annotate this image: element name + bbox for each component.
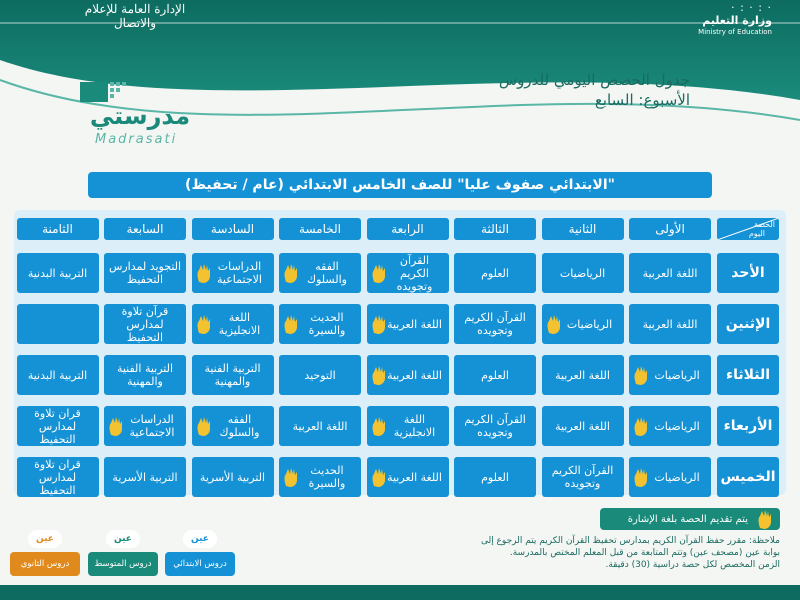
corner-day-label: اليوم — [748, 229, 765, 238]
subject-label: الحديث والسيرة — [308, 464, 346, 490]
subject-label: اللغة العربية — [387, 317, 442, 331]
note-line: ملاحظة: مقرر حفظ القرآن الكريم بمدارس تحفيظ القرآن الكريم يتم الرجوع إلى — [480, 536, 780, 546]
badge-label: دروس المتوسط — [88, 552, 158, 576]
sign-language-legend — [600, 508, 780, 530]
schedule-title-line1: جدول الحصص اليومي للدروس — [498, 71, 690, 89]
subject-label: الرياضيات — [654, 470, 700, 484]
subject-cell — [279, 457, 361, 497]
subject-cell — [542, 355, 624, 395]
subject-label: اللغة الانجليزية — [218, 311, 261, 337]
subject-label: الرياضيات — [654, 368, 700, 382]
subject-label: اللغة العربية — [555, 419, 610, 433]
admin-calligraphy: الإدارة العامة للإعلام والاتصال — [84, 2, 186, 30]
note-line: الزمن المخصص لكل حصة دراسية (30) دقيقة. — [605, 560, 780, 570]
ministry-name-en: Ministry of Education — [698, 28, 772, 36]
subject-cell — [629, 406, 711, 446]
ministry-logo — [652, 2, 772, 50]
badge-intermediate[interactable] — [88, 530, 158, 576]
subject-cell — [629, 253, 711, 293]
subject-label: الحديث والسيرة — [308, 311, 346, 337]
ministry-name-ar: وزارة التعليم — [702, 14, 772, 27]
badge-secondary[interactable] — [10, 530, 80, 576]
grade-banner: "الابتدائي صفوف عليا" للصف الخامس الابتدائي (عام / تحفيظ) — [88, 172, 712, 198]
subject-label: القرآن الكريم وتجويده — [396, 253, 433, 293]
subject-cell — [104, 253, 186, 293]
badge-label: دروس الثانوي — [10, 552, 80, 576]
subject-label: اللغة العربية — [555, 368, 610, 382]
subject-label: التربية البدنية — [27, 266, 88, 280]
badge-label: دروس الابتدائي — [165, 552, 235, 576]
subject-label: القرآن الكريم وتجويده — [464, 413, 526, 439]
sign-language-hand-icon — [756, 508, 774, 530]
subject-label: اللغة العربية — [292, 419, 348, 433]
table-corner-cell — [717, 218, 779, 240]
sign-language-hand-icon — [632, 415, 650, 437]
period-header: الخامسة — [279, 218, 361, 240]
corner-period-label: الحصة — [753, 220, 775, 229]
subject-label: اللغة العربية — [387, 470, 442, 484]
subject-label: القرآن الكريم وتجويده — [551, 464, 614, 490]
ain-bubble: عين — [28, 530, 62, 548]
subject-cell — [192, 457, 274, 497]
subject-cell — [17, 253, 99, 293]
subject-cell — [104, 304, 186, 344]
sign-language-hand-icon — [195, 262, 213, 284]
sign-language-hand-icon — [195, 313, 213, 335]
subject-label: العلوم — [481, 368, 509, 382]
footer-bar — [0, 585, 800, 600]
subject-label: التربية الأسرية — [199, 470, 266, 484]
subject-label: الرياضيات — [566, 317, 613, 331]
subject-cell — [367, 304, 449, 344]
subject-cell — [454, 457, 536, 497]
subject-cell — [367, 355, 449, 395]
subject-label: التربية الفنية والمهنية — [204, 362, 261, 388]
sign-language-hand-icon — [195, 415, 213, 437]
sign-language-hand-icon — [282, 466, 300, 488]
subject-cell — [454, 406, 536, 446]
subject-cell — [192, 253, 274, 293]
subject-cell — [17, 457, 99, 497]
sign-language-hand-icon — [370, 415, 388, 437]
legend-label: يتم تقديم الحصة بلغة الإشارة — [627, 513, 748, 525]
subject-label: التربية البدنية — [27, 368, 88, 382]
subject-cell — [17, 304, 99, 344]
sign-language-hand-icon — [632, 466, 650, 488]
subject-cell — [629, 457, 711, 497]
subject-label: اللغة الانجليزية — [393, 413, 436, 439]
subject-label: الفقه والسلوك — [307, 260, 347, 286]
subject-cell — [192, 355, 274, 395]
period-header: السابعة — [104, 218, 186, 240]
subject-cell — [454, 253, 536, 293]
subject-cell — [367, 457, 449, 497]
schedule-week: الأسبوع: السابع — [594, 91, 690, 109]
subject-cell — [17, 406, 99, 446]
subject-cell — [542, 406, 624, 446]
subject-cell — [454, 355, 536, 395]
subject-cell — [104, 406, 186, 446]
period-header: الأولى — [629, 218, 711, 240]
period-header: الثالثة — [454, 218, 536, 240]
madrasati-logo — [60, 80, 220, 150]
subject-label: التربية الفنية والمهنية — [116, 362, 174, 388]
subject-cell — [542, 253, 624, 293]
schedule-title — [420, 70, 690, 110]
subject-cell — [542, 457, 624, 497]
subject-cell — [279, 406, 361, 446]
badge-primary[interactable] — [165, 530, 235, 576]
subject-label: الرياضيات — [654, 419, 700, 433]
madrasati-logo-en: Madrasati — [95, 132, 178, 147]
note-line: بوابة عين (مصحف عين) وتتم المتابعة من قبل المعلم المختص بالمدرسة. — [509, 548, 780, 558]
subject-cell — [542, 304, 624, 344]
sign-language-hand-icon — [370, 466, 388, 488]
ministry-dots-icon: · : · : · — [731, 1, 772, 14]
subject-cell — [279, 355, 361, 395]
subject-label: التربية الأسرية — [112, 470, 178, 484]
subject-label: قران تلاوة لمدارس التحفيظ — [34, 457, 81, 497]
subject-cell — [279, 253, 361, 293]
day-label: الخميس — [717, 457, 779, 497]
subject-cell — [629, 355, 711, 395]
ain-bubble: عين — [106, 530, 140, 548]
subject-cell — [104, 355, 186, 395]
sign-language-hand-icon — [370, 364, 388, 386]
subject-label: الرياضيات — [559, 266, 606, 280]
sign-language-hand-icon — [632, 364, 650, 386]
day-label: الثلاثاء — [717, 355, 779, 395]
period-header: الرابعة — [367, 218, 449, 240]
sign-language-hand-icon — [370, 313, 388, 335]
subject-cell — [192, 406, 274, 446]
subject-label: التجويد لمدارس التحفيظ — [108, 260, 182, 286]
day-label: الإثنين — [717, 304, 779, 344]
sign-language-hand-icon — [107, 415, 125, 437]
sign-language-hand-icon — [282, 262, 300, 284]
madrasati-logo-ar: مدرستي — [89, 102, 191, 130]
subject-label: اللغة العربية — [387, 368, 442, 382]
subject-label: اللغة العربية — [642, 266, 698, 280]
period-header: السادسة — [192, 218, 274, 240]
period-header: الثانية — [542, 218, 624, 240]
subject-cell — [17, 355, 99, 395]
subject-cell — [104, 457, 186, 497]
sign-language-hand-icon — [282, 313, 300, 335]
subject-label: القرآن الكريم وتجويده — [464, 311, 526, 337]
subject-cell — [629, 304, 711, 344]
subject-cell — [192, 304, 274, 344]
subject-label: الدراسات الاجتماعية — [129, 413, 175, 439]
subject-label: العلوم — [481, 266, 509, 280]
subject-label: الفقه والسلوك — [219, 413, 260, 439]
subject-label: قرآن تلاوة لمدارس التحفيظ — [121, 304, 169, 344]
subject-cell — [367, 406, 449, 446]
sign-language-hand-icon — [370, 262, 388, 284]
ain-bubble: عين — [183, 530, 217, 548]
subject-label: الدراسات الاجتماعية — [217, 260, 262, 286]
day-label: الأربعاء — [717, 406, 779, 446]
subject-label: العلوم — [481, 470, 509, 484]
subject-label: التوحيد — [304, 368, 336, 382]
subject-label: اللغة العربية — [642, 317, 698, 331]
period-header: الثامنة — [17, 218, 99, 240]
subject-label: قران تلاوة لمدارس التحفيظ — [34, 406, 81, 446]
subject-cell — [367, 253, 449, 293]
sign-language-hand-icon — [545, 313, 563, 335]
subject-cell — [454, 304, 536, 344]
subject-cell — [279, 304, 361, 344]
notes — [300, 535, 780, 571]
day-label: الأحد — [717, 253, 779, 293]
